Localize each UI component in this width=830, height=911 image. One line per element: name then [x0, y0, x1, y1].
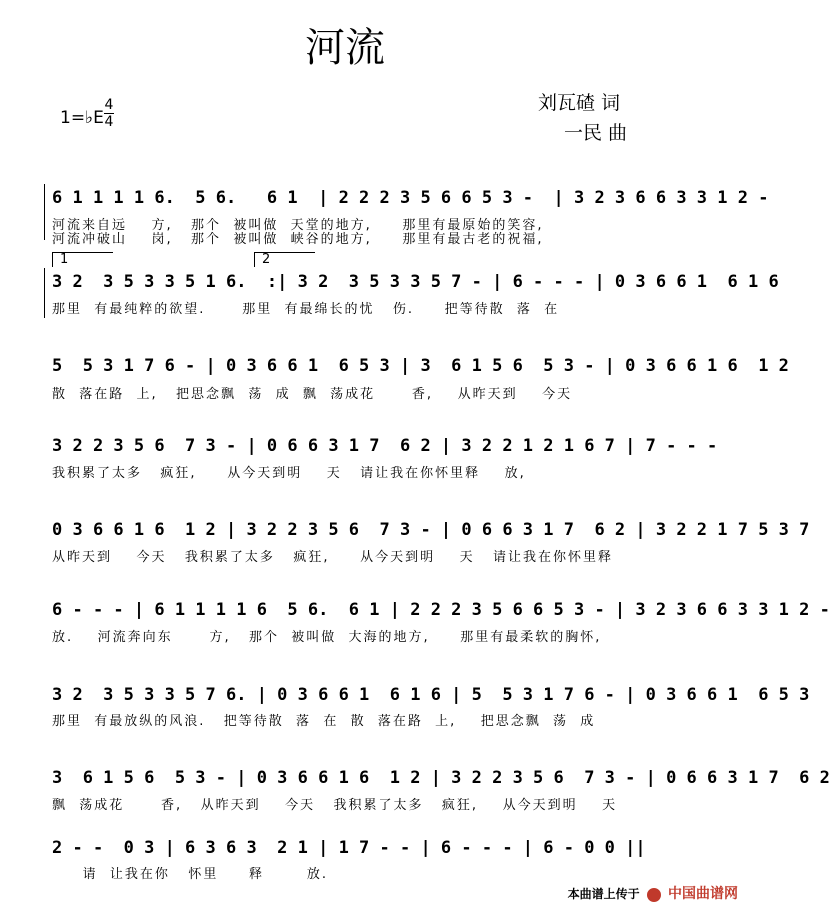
- barline: [44, 184, 45, 240]
- volta-1-label: 1: [60, 252, 69, 267]
- lyrics-row-5: 从昨天到 今天 我积累了太多 疯狂, 从今天到明 天 请让我在你怀里释: [52, 550, 614, 565]
- barline: [44, 268, 45, 318]
- notation-row-8: 3 6 1 5 6 5 3 - | 0 3 6 6 1 6 1 2 | 3 2 2 3 5 6 7 3 - | 0 6 6 3 1 7 6 2: [52, 768, 830, 788]
- lyrics-row-6: 放. 河流奔向东 方, 那个 被叫做 大海的地方, 那里有最柔软的胸怀,: [52, 630, 602, 645]
- upload-credit-text: 本曲谱上传于: [567, 887, 640, 901]
- notation-row-7: 3 2 3 5 3 3 5 7 6. | 0 3 6 6 1 6 1 6 | 5 5 3 1 7 6 - | 0 3 6 6 1 6 5 3: [52, 685, 810, 705]
- notation-row-3: 5 5 3 1 7 6 - | 0 3 6 6 1 6 5 3 | 3 6 1 5 6 5 3 - | 0 3 6 6 1 6 1 2: [52, 356, 789, 376]
- composer-credit: 一民 曲: [564, 122, 628, 144]
- upload-credit: [568, 883, 738, 903]
- meter-bottom: 4: [104, 114, 114, 130]
- lyrics-row-1-verse-2: 河流冲破山 岗, 那个 被叫做 峡谷的地方, 那里有最古老的祝福,: [52, 232, 544, 247]
- lyrics-row-4: 我积累了太多 疯狂, 从今天到明 天 请让我在你怀里释 放,: [52, 466, 526, 481]
- key-signature: 1=♭E: [60, 108, 104, 128]
- notation-row-2: 3 2 3 5 3 3 5 1 6. :| 3 2 3 5 3 3 5 7 - | 6 - - - | 0 3 6 6 1 6 1 6: [52, 272, 779, 292]
- time-signature: [104, 98, 114, 129]
- lyrics-row-9: 请 让我在你 怀里 释 放.: [52, 867, 329, 882]
- lyrics-row-7: 那里 有最放纵的风浪. 把等待散 落 在 散 落在路 上, 把思念飘 荡 成: [52, 714, 596, 729]
- lyricist-credit: 刘瓦碴 词: [538, 92, 621, 114]
- site-brand[interactable]: 中国曲谱网: [668, 886, 738, 902]
- lyrics-row-8: 飘 荡成花 香, 从昨天到 今天 我积累了太多 疯狂, 从今天到明 天: [52, 798, 618, 813]
- lyrics-row-1-verse-1: 河流来自远 方, 那个 被叫做 天堂的地方, 那里有最原始的笑容,: [52, 218, 544, 233]
- notation-row-4: 3 2 2 3 5 6 7 3 - | 0 6 6 3 1 7 6 2 | 3 2 2 1 2 1 6 7 | 7 - - -: [52, 436, 718, 456]
- notation-row-5: 0 3 6 6 1 6 1 2 | 3 2 2 3 5 6 7 3 - | 0 6 6 3 1 7 6 2 | 3 2 2 1 7 5 3 7: [52, 520, 810, 540]
- notation-row-6: 6 - - - | 6 1 1 1 1 6 5 6. 6 1 | 2 2 2 3 5 6 6 5 3 - | 3 2 3 6 6 3 3 1 2 -: [52, 600, 830, 620]
- notation-row-1: 6 1 1 1 1 6. 5 6. 6 1 | 2 2 2 3 5 6 6 5 3 - | 3 2 3 6 6 3 3 1 2 -: [52, 188, 769, 208]
- site-logo-icon: [647, 888, 661, 902]
- song-title: 河流: [305, 25, 385, 71]
- meter-top: 4: [104, 97, 114, 113]
- notation-row-9: 2 - - 0 3 | 6 3 6 3 2 1 | 1 7 - - | 6 - - - | 6 - 0 0 ||: [52, 838, 646, 858]
- lyrics-row-2: 那里 有最纯粹的欲望. 那里 有最绵长的忧 伤. 把等待散 落 在: [52, 302, 560, 317]
- volta-2-label: 2: [262, 252, 271, 267]
- lyrics-row-3: 散 落在路 上, 把思念飘 荡 成 飘 荡成花 香, 从昨天到 今天: [52, 387, 573, 402]
